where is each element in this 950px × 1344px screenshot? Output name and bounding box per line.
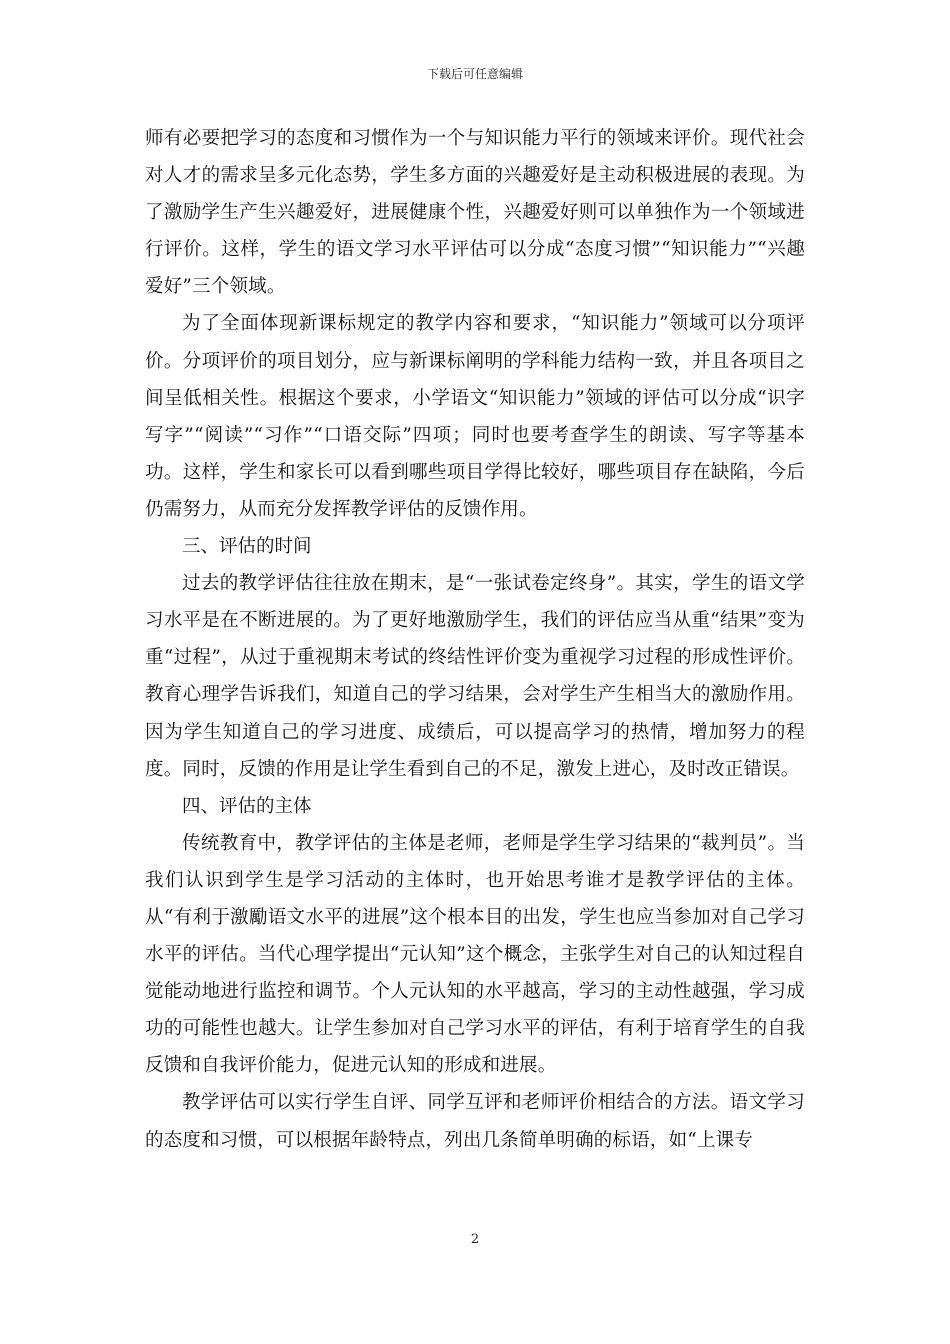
- paragraph-assessment-methods: 教学评估可以实行学生自评、同学互评和老师评价相结合的方法。语文学习的态度和习惯，可以根据年龄特点，列出几条简单明确的标语，如“上课专: [145, 1092, 805, 1151]
- paragraph-knowledge-ability: 为了全面体现新课标规定的教学内容和要求，“知识能力”领域可以分项评价。分项评价的项目划分，应与新课标阐明的学科能力结构一致，并且各项目之间呈低相关性。根据这个要求，小学语文“知识能力”领域的评估可以分成“识字写字”“阅读”“习作”“口语交际”四项；同时也要考查学生的朗读、写字等基本功。这样，学生和家长可以看到哪些项目学得比较好，哪些项目存在缺陷，今后仍需努力，从而充分发挥教学评估的反馈作用。: [145, 313, 805, 520]
- document-body: [145, 120, 805, 1159]
- paragraph-assessment-subject: 传统教育中，教学评估的主体是老师，老师是学生学习结果的“裁判员”。当我们认识到学生是学习活动的主体时，也开始思考谁才是教学评估的主体。从“有利于激勵语文水平的进展”这个根本目的出发，学生也应当参加对自己学习水平的评估。当代心理学提出“元认知”这个概念，主张学生对自己的认知过程自觉能动地进行监控和调节。个人元认知的水平越高，学习的主动性越强，学习成功的可能性也越大。让学生参加对自己学习水平的评估，有利于培育学生的自我反馈和自我评价能力，促进元认知的形成和进展。: [145, 832, 805, 1077]
- paragraph-continued: 师有必要把学习的态度和习惯作为一个与知识能力平行的领域来评价。现代社会对人才的需求呈多元化态势，学生多方面的兴趣爱好是主动积极进展的表现。为了激励学生产生兴趣爱好，进展健康个性，兴趣爱好则可以单独作为一个领域进行评价。这样，学生的语文学习水平评估可以分成“态度习惯”“知识能力”“兴趣爱好”三个领域。: [145, 128, 805, 298]
- section-heading-subject: 四、评估的主体: [182, 795, 312, 817]
- paragraph-assessment-time: 过去的教学评估往往放在期末，是“一张试卷定终身”。其实，学生的语文学习水平是在不断进展的。为了更好地激励学生，我们的评估应当从重“结果”变为重“过程”，从过于重视期末考试的终结性评价变为重视学习过程的形成性评价。教育心理学告诉我们，知道自己的学习结果，会对学生产生相当大的激励作用。因为学生知道自己的学习进度、成绩后，可以提高学习的热情，增加努力的程度。同时，反馈的作用是让学生看到自己的不足，激发上进心，及时改正错误。: [145, 573, 805, 780]
- section-heading-time: 三、评估的时间: [182, 536, 312, 558]
- page-number: 2: [470, 1232, 480, 1247]
- page-header: 下载后可任意编辑: [426, 67, 523, 81]
